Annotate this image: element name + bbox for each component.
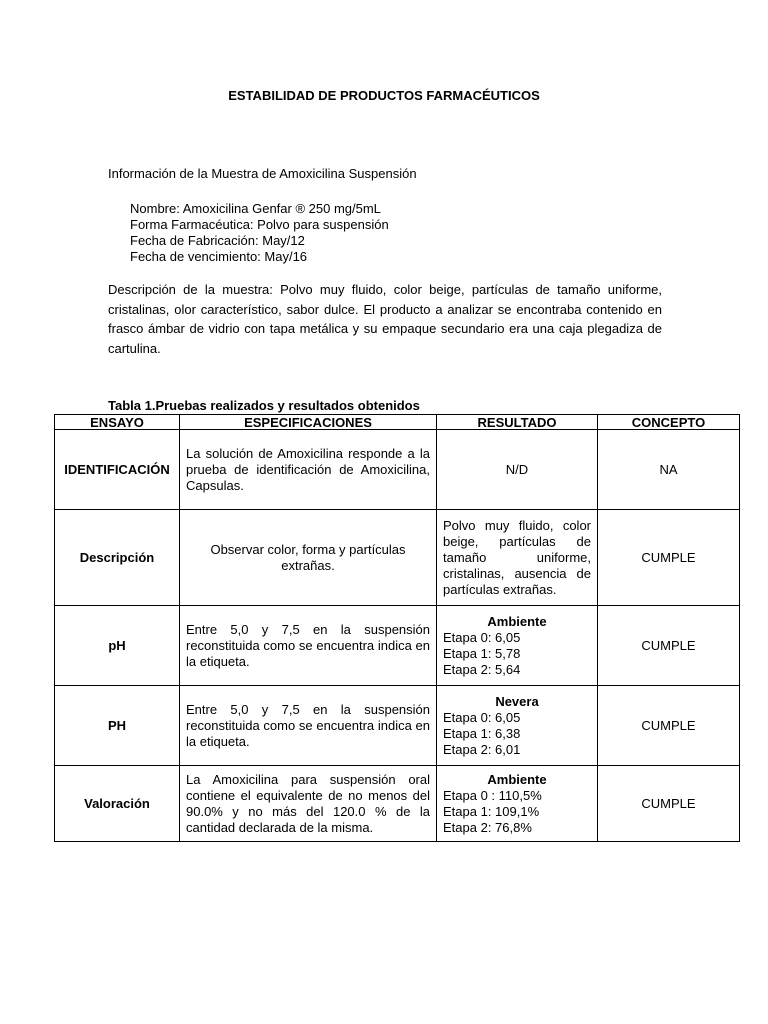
concept-cell: NA <box>598 430 740 510</box>
header-ensayo: ENSAYO <box>55 415 180 430</box>
header-especificaciones: ESPECIFICACIONES <box>180 415 437 430</box>
result-cell: Polvo muy fluido, color beige, partículas de tamaño uniforme, cristalinas, ausencia de partículas extrañas. <box>437 510 598 606</box>
concept-cell: CUMPLE <box>598 686 740 766</box>
sample-manufacture-date: Fecha de Fabricación: May/12 <box>130 233 305 248</box>
document-title: ESTABILIDAD DE PRODUCTOS FARMACÉUTICOS <box>228 88 540 103</box>
ensayo-cell: pH <box>55 606 180 686</box>
ensayo-cell: PH <box>55 686 180 766</box>
concept-cell: CUMPLE <box>598 510 740 606</box>
results-table <box>54 414 740 842</box>
header-resultado: RESULTADO <box>437 415 598 430</box>
result-cell <box>437 766 598 842</box>
stage-value: Etapa 1: 109,1% <box>443 803 540 819</box>
condition-label: Ambiente <box>487 771 547 787</box>
condition-label: Ambiente <box>487 613 547 629</box>
table-row <box>55 510 740 606</box>
concept-cell: CUMPLE <box>598 766 740 842</box>
sample-info-list <box>130 201 389 265</box>
result-cell <box>437 686 598 766</box>
result-cell: N/D <box>437 430 598 510</box>
stage-value: Etapa 0 : 110,5% <box>443 787 542 803</box>
ensayo-cell: Descripción <box>55 510 180 606</box>
header-concepto: CONCEPTO <box>598 415 740 430</box>
stage-value: Etapa 0: 6,05 <box>443 709 521 725</box>
stage-value: Etapa 2: 6,01 <box>443 741 521 757</box>
table-caption: Tabla 1.Pruebas realizados y resultados obtenidos <box>108 398 420 413</box>
stage-value: Etapa 1: 6,38 <box>443 725 521 741</box>
ensayo-cell: Valoración <box>55 766 180 842</box>
sample-description: Descripción de la muestra: Polvo muy fluido, color beige, partículas de tamaño uniforme, cristalinas, olor característico, sabor dulce. El producto a analizar se encontraba contenido en frasco ámbar de vidrio con tapa metálica y su empaque secundario era una caja plegadiza de cartulina. <box>108 282 662 356</box>
sample-expiry-date: Fecha de vencimiento: May/16 <box>130 249 308 264</box>
ensayo-cell: IDENTIFICACIÓN <box>55 430 180 510</box>
stage-value: Etapa 1: 5,78 <box>443 645 521 661</box>
sample-name: Nombre: Amoxicilina Genfar ® 250 mg/5mL <box>130 201 381 216</box>
spec-cell: Observar color, forma y partículas extrañas. <box>180 510 437 606</box>
stage-value: Etapa 2: 5,64 <box>443 661 521 677</box>
concept-cell: CUMPLE <box>598 606 740 686</box>
table-row <box>55 606 740 686</box>
table-row <box>55 686 740 766</box>
spec-cell: Entre 5,0 y 7,5 en la suspensión reconstituida como se encuentra indica en la etiqueta. <box>180 686 437 766</box>
stage-value: Etapa 2: 76,8% <box>443 819 532 835</box>
spec-cell: La solución de Amoxicilina responde a la prueba de identificación de Amoxicilina, Capsulas. <box>180 430 437 510</box>
condition-label: Nevera <box>495 693 539 709</box>
spec-cell: Entre 5,0 y 7,5 en la suspensión reconstituida como se encuentra indica en la etiqueta. <box>180 606 437 686</box>
stage-value: Etapa 0: 6,05 <box>443 629 521 645</box>
table-header-row <box>55 415 740 430</box>
sample-form: Forma Farmacéutica: Polvo para suspensión <box>130 217 389 232</box>
table-row <box>55 430 740 510</box>
table-row <box>55 766 740 842</box>
sample-info-heading: Información de la Muestra de Amoxicilina Suspensión <box>108 166 417 181</box>
spec-cell: La Amoxicilina para suspensión oral contiene el equivalente de no menos del 90.0% y no más del 120.0 % de la cantidad declarada de la misma. <box>180 766 437 842</box>
result-cell <box>437 606 598 686</box>
